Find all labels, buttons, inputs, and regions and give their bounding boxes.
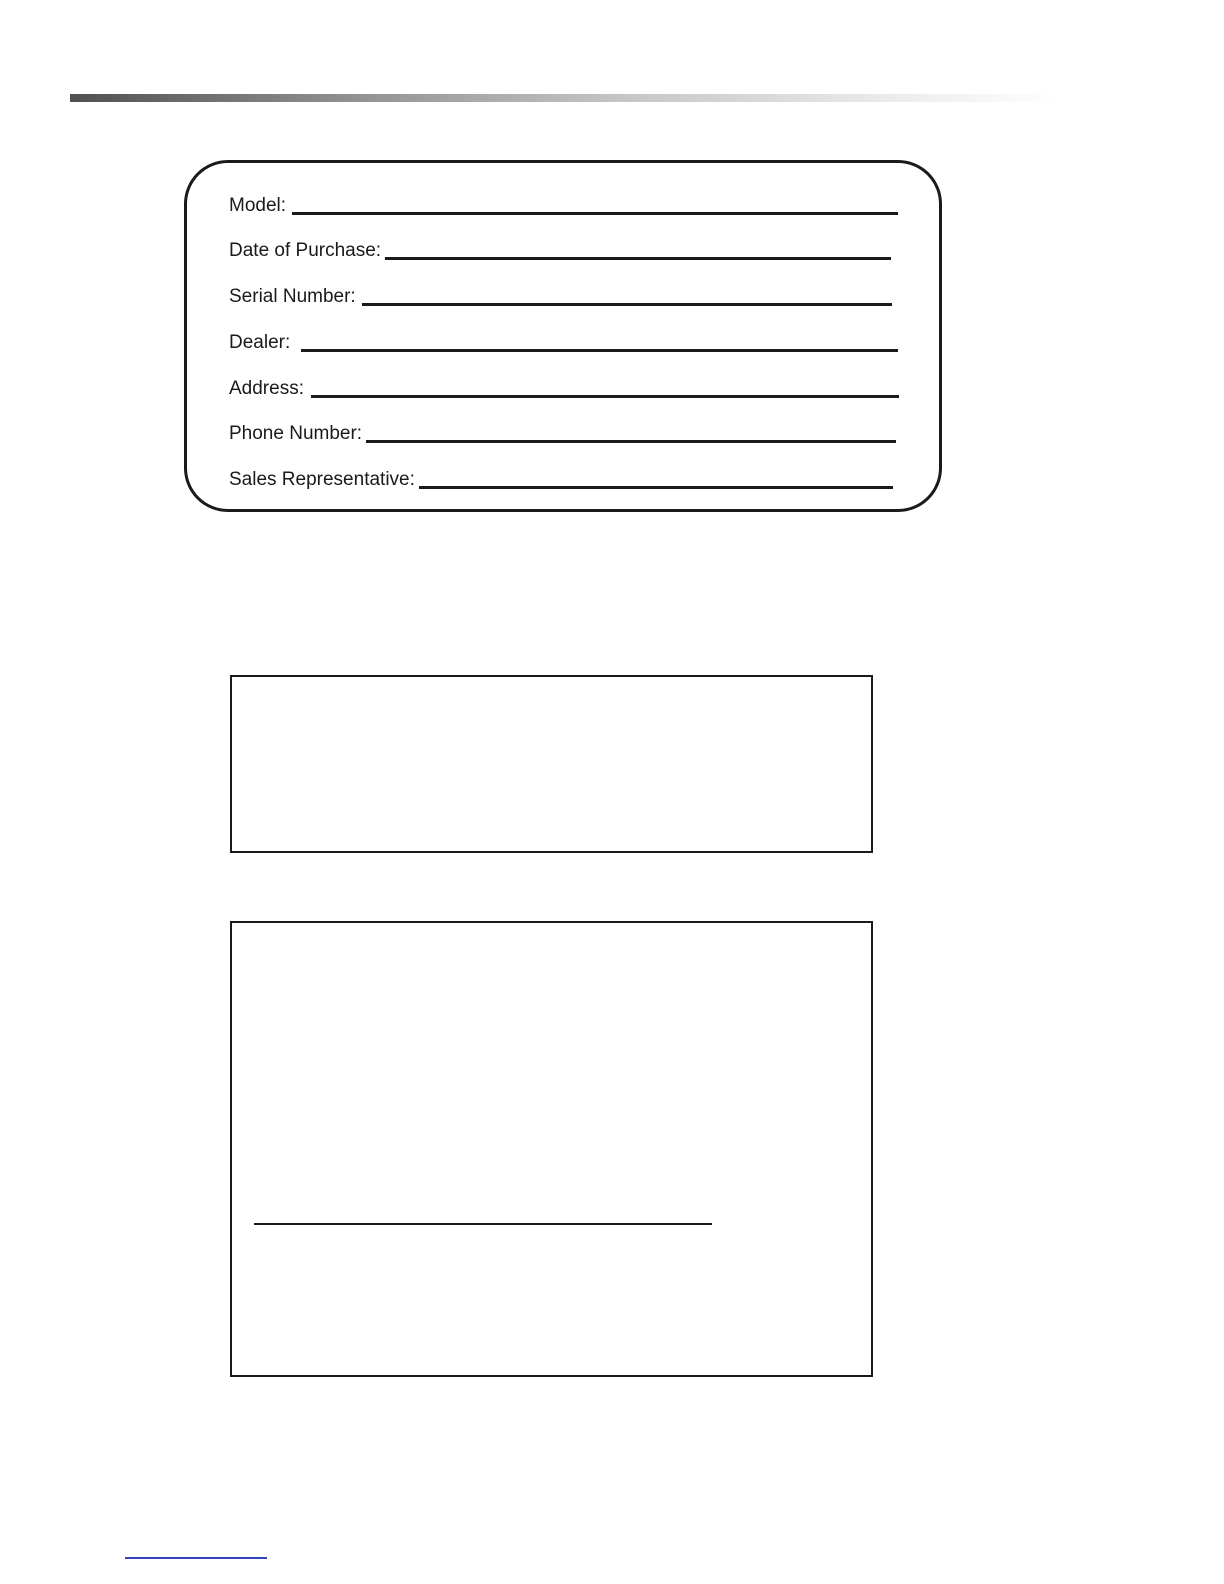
header-gradient-rule bbox=[70, 94, 1060, 102]
serial-number-field[interactable] bbox=[229, 282, 892, 308]
sales-representative-blank-line[interactable] bbox=[419, 486, 893, 489]
dealer-blank-line[interactable] bbox=[301, 349, 898, 352]
empty-box-upper bbox=[230, 675, 873, 853]
model-field[interactable] bbox=[229, 191, 898, 217]
address-blank-line[interactable] bbox=[311, 395, 899, 398]
dealer-label: Dealer: bbox=[229, 332, 291, 353]
sales-representative-label: Sales Representative: bbox=[229, 469, 415, 490]
serial-number-blank-line[interactable] bbox=[362, 303, 892, 306]
address-field[interactable] bbox=[229, 374, 899, 400]
signature-line bbox=[254, 1223, 712, 1225]
empty-box-lower bbox=[230, 921, 873, 1377]
date-of-purchase-field[interactable] bbox=[229, 236, 891, 262]
model-blank-line[interactable] bbox=[292, 212, 898, 215]
phone-number-blank-line[interactable] bbox=[366, 440, 896, 443]
dealer-field[interactable] bbox=[229, 328, 898, 354]
date-of-purchase-blank-line[interactable] bbox=[385, 257, 891, 260]
address-label: Address: bbox=[229, 378, 304, 399]
purchase-record-card bbox=[184, 160, 942, 512]
serial-number-label: Serial Number: bbox=[229, 286, 356, 307]
footer-link-underline[interactable] bbox=[125, 1557, 267, 1559]
date-of-purchase-label: Date of Purchase: bbox=[229, 240, 382, 261]
phone-number-label: Phone Number: bbox=[229, 423, 363, 444]
phone-number-field[interactable] bbox=[229, 419, 896, 445]
model-label: Model: bbox=[229, 195, 287, 216]
sales-representative-field[interactable] bbox=[229, 465, 893, 491]
